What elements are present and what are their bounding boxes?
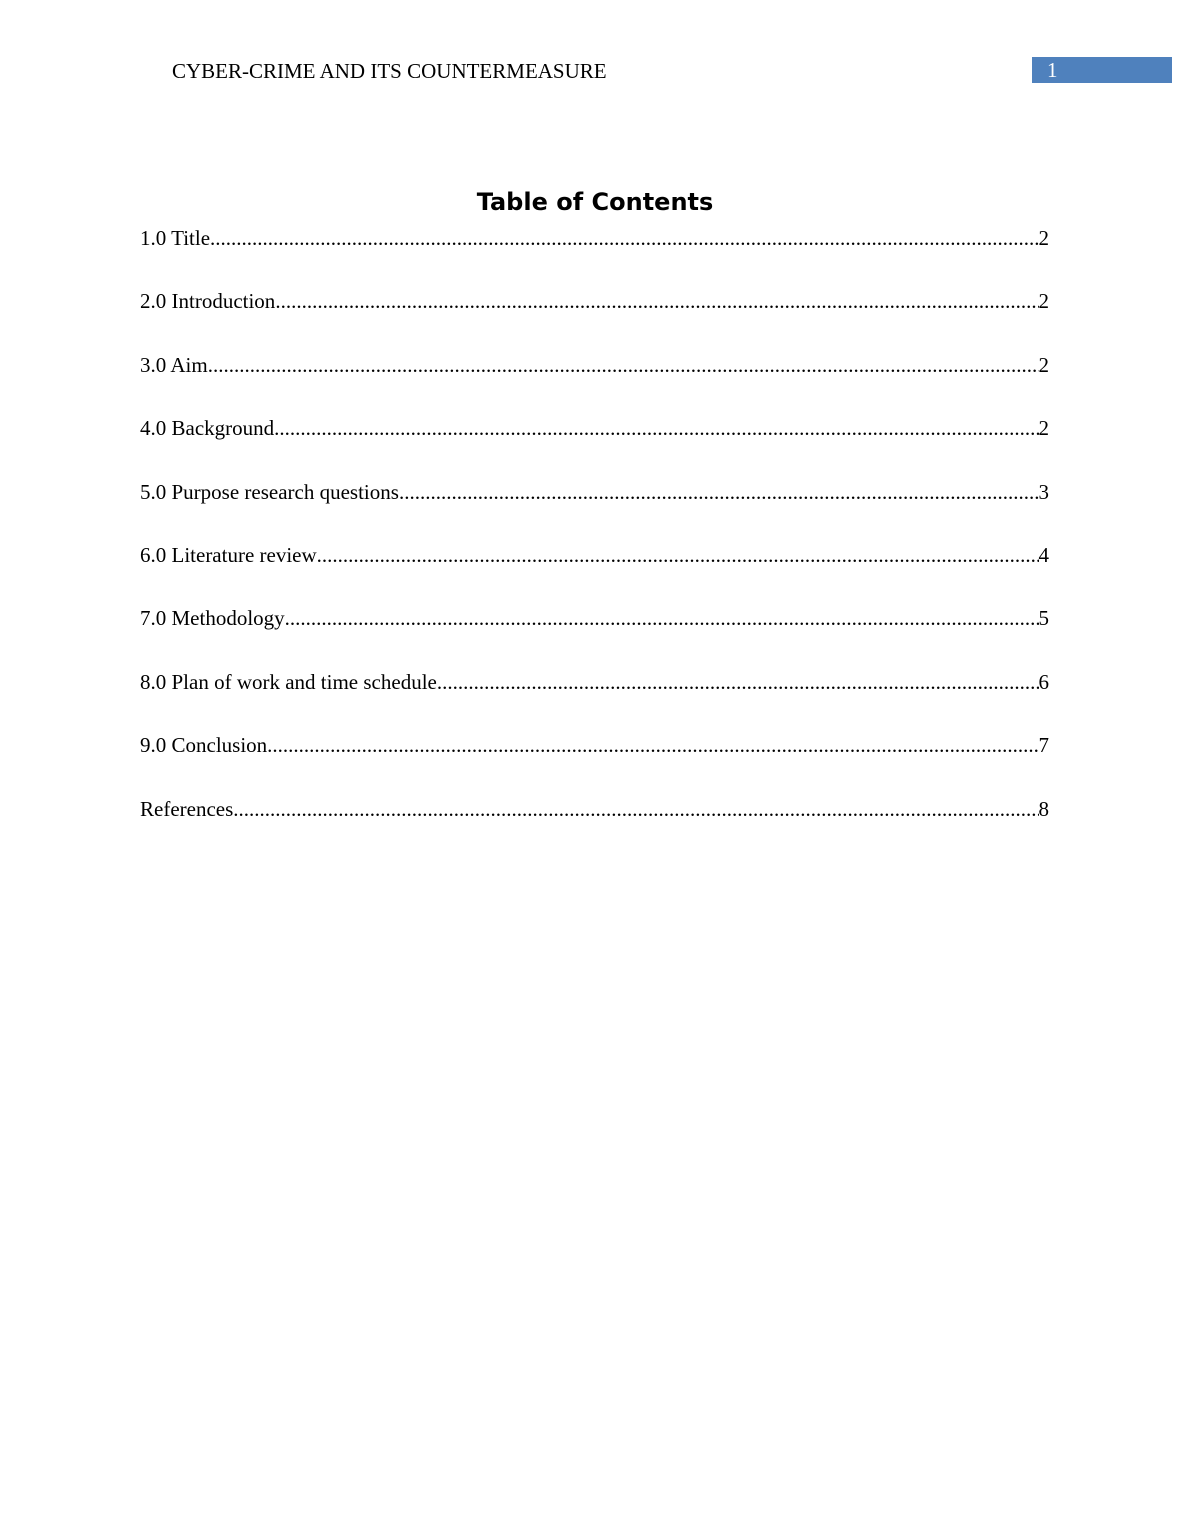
toc-dot-leader [210,224,1038,252]
toc-entry-background[interactable] [140,414,1049,477]
toc-dot-leader [275,287,1038,315]
toc-heading: Table of Contents [476,188,714,216]
toc-entry-label: 8.0 Plan of work and time schedule [140,669,437,694]
toc-dot-leader [317,541,1039,569]
toc-dot-leader [437,668,1039,696]
toc-entry-label: 1.0 Title [140,226,211,250]
toc-entry-literature-review[interactable] [140,541,1049,604]
toc-entry-label: 5.0 Purpose research questions [140,479,399,504]
toc-entry-page: 7 [1038,733,1049,758]
toc-entry-introduction[interactable] [140,287,1049,350]
toc-entry-aim[interactable] [140,351,1049,414]
toc-entry-label: 7.0 Methodology [140,606,285,631]
toc-dot-leader [208,351,1039,379]
toc-entry-page: 8 [1038,796,1049,821]
toc-dot-leader [267,731,1038,759]
toc-entry-page: 3 [1038,479,1049,504]
page-number-badge: 1 [1032,57,1172,83]
toc-dot-leader [399,478,1039,506]
toc-entry-page: 5 [1038,606,1049,631]
toc-entry-title[interactable] [140,224,1049,287]
toc-entry-label: References [140,796,234,821]
toc-dot-leader [274,414,1038,442]
toc-entry-page: 2 [1038,416,1049,441]
running-header-title: CYBER-CRIME AND ITS COUNTERMEASURE [172,59,607,83]
toc-entry-methodology[interactable] [140,604,1049,667]
toc-entry-page: 2 [1038,226,1049,250]
toc-entry-label: 4.0 Background [140,416,275,441]
toc-entry-conclusion[interactable] [140,731,1049,794]
toc-entry-page: 2 [1038,289,1049,314]
toc-dot-leader [285,604,1039,632]
toc-entry-label: 6.0 Literature review [140,542,317,567]
toc-entry-page: 6 [1038,669,1049,694]
toc-list [140,224,1049,858]
toc-entry-page: 4 [1038,542,1049,567]
toc-entry-page: 2 [1038,352,1049,377]
toc-entry-plan-of-work[interactable] [140,668,1049,731]
toc-entry-label: 9.0 Conclusion [140,733,268,758]
toc-entry-label: 2.0 Introduction [140,289,276,314]
toc-dot-leader [233,795,1038,823]
toc-entry-label: 3.0 Aim [140,352,208,377]
toc-entry-references[interactable] [140,795,1049,858]
toc-entry-purpose-research-questions[interactable] [140,478,1049,541]
